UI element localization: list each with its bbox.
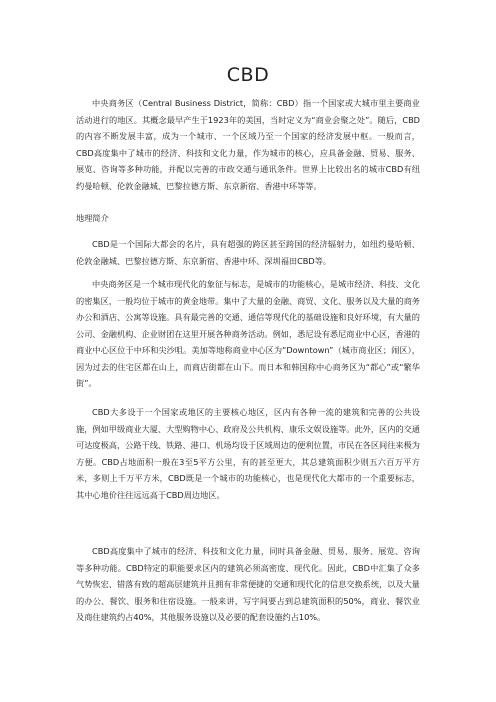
- section-heading: 地理简介: [76, 213, 109, 223]
- paragraph-4: CBD高度集中了城市的经济、科技和文化力量，同时具备金融、贸易、服务、展览、咨询等多种功能。CBD特定的职能要求区内的建筑必须高密度、现代化。因此，CBD中汇集了众多气势恢宏、错落有致的超高层建筑并且拥有非常便捷的交通和现代化的信息交换系统，以及大量的办公、餐饮、服务和住宿设施。一般来讲，写字间要占到总建筑面积的50%，商业、餐饮业及商住建筑约占40%，其他服务设施以及必要的配套设施约占10%。: [76, 546, 420, 622]
- document-title: CBD: [226, 64, 270, 86]
- paragraph-3: CBD大多设于一个国家或地区的主要核心地区，区内有各种一流的建筑和完善的公共设施，例如甲级商业大厦、大型购物中心、政府及公共机构、康乐文娱设施等。此外，区内的交通可达度极高，公路干线、铁路、港口、机场均设于区域周边的便利位置，市民在各区间往来极为方便。CBD占地面积一般在3至5平方公里，有的甚至更大，其总建筑面积少则五六百万平方米，多则上千万平方米，CBD既是一个城市的功能核心，也是现代化大都市的一个重要标志，其中心地价往往远远高于CBD周边地区。: [76, 407, 420, 500]
- paragraph-2: 中央商务区是一个城市现代化的象征与标志，是城市的功能核心，是城市经济、科技、文化的密集区，一般均位于城市的黄金地带。集中了大量的金融、商贸、文化、服务以及大量的商务办公和酒店、公寓等设施。具有最完善的交通、通信等现代化的基础设施和良好环境，有大量的公司、金融机构、企业财团在这里开展各种商务活动。例如，悉尼设有悉尼商业中心区，香港的商业中心区位于中环和尖沙咀。美加等地称商业中心区为“Downtown”（城市商业区；闹区），因为过去的住宅区都在山上，而商店街都在山下。而日本和韩国称中心商务区为“都心”或“繁华街”。: [76, 279, 420, 388]
- paragraph-intro: 中央商务区（Central Business District，简称：CBD）指一个国家或大城市里主要商业活动进行的地区。其概念最早产生于1923年的美国，当时定义为“商业会聚之处”。随后，CBD的内容不断发展丰富，成为一个城市、一个区域乃至一个国家的经济发展中枢。一般而言，CBD高度集中了城市的经济、科技和文化力量，作为城市的核心，应具备金融、贸易、服务、展览、咨询等多种功能，并配以完善的市政交通与通讯条件。世界上比较出名的城市CBD有纽约曼哈顿、伦敦金融城、巴黎拉德方斯、东京新宿、香港中环等等。: [76, 98, 420, 191]
- paragraph-1: CBD是一个国际大都会的名片，具有超强的跨区甚至跨国的经济辐射力，如纽约曼哈顿、伦敦金融城、巴黎拉德方斯、东京新宿、香港中环、深圳福田CBD等。: [76, 239, 420, 266]
